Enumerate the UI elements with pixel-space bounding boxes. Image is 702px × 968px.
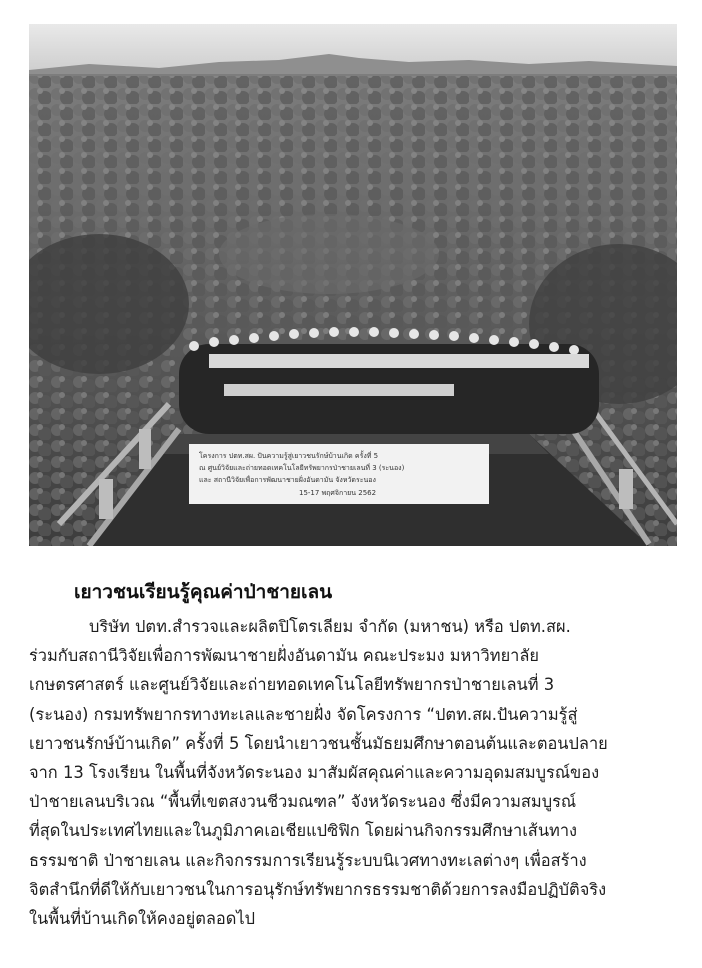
mangrove-forest-photo (29, 24, 677, 546)
article-body (29, 612, 677, 933)
body-line: เยาวชนรักษ์บ้านเกิด” ครั้งที่ 5 โดยนำเยาวชนชั้นมัธยมศึกษาตอนต้นและตอนปลาย (29, 733, 608, 753)
body-line: บริษัท ปตท.สำรวจและผลิตปิโตรเลียม จำกัด (มหาชน) หรือ ปตท.สผ. (89, 617, 571, 636)
banner-line-3: และ สถานีวิจัยเพื่อการพัฒนาชายฝั่งอันดามัน จังหวัดระนอง (199, 476, 376, 484)
banner-line-1: โครงการ ปตท.สผ. ปันความรู้สู่เยาวชนรักษ์บ้านเกิด ครั้งที่ 5 (199, 452, 379, 460)
banner-line-2: ณ ศูนย์วิจัยและถ่ายทอดเทคโนโลยีทรัพยากรป่าชายเลนที่ 3 (ระนอง) (199, 464, 405, 472)
body-line: เกษตรศาสตร์ และศูนย์วิจัยและถ่ายทอดเทคโนโลยีทรัพยากรป่าชายเลนที่ 3 (29, 675, 555, 695)
body-line: ธรรมชาติ ป่าชายเลน และกิจกรรมการเรียนรู้ระบบนิเวศทางทะเลต่างๆ เพื่อสร้าง (29, 850, 587, 870)
body-line: (ระนอง) กรมทรัพยากรทางทะเลและชายฝั่ง จัดโครงการ “ปตท.สผ.ปันความรู้สู่ (29, 704, 578, 724)
body-line: จาก 13 โรงเรียน ในพื้นที่จังหวัดระนอง มาสัมผัสคุณค่าและความอุดมสมบูรณ์ของ (29, 762, 600, 782)
article-headline: เยาวชนเรียนรู้คุณค่าป่าชายเลน (74, 581, 333, 603)
body-line: ป่าชายเลนบริเวณ “พื้นที่เขตสงวนชีวมณฑล” จังหวัดระนอง ซึ่งมีความสมบูรณ์ (29, 792, 577, 812)
body-line: จิตสำนึกที่ดีให้กับเยาวชนในการอนุรักษ์ทรัพยากรธรรมชาติด้วยการลงมือปฏิบัติจริง (29, 879, 607, 899)
group-photo (29, 24, 677, 546)
body-line: ในพื้นที่บ้านเกิดให้คงอยู่ตลอดไป (29, 908, 256, 928)
banner-date: 15-17 พฤศจิกายน 2562 (299, 489, 377, 497)
body-line: ที่สุดในประเทศไทยและในภูมิภาคเอเชียแปซิฟิก โดยผ่านกิจกรรมศึกษาเส้นทาง (29, 821, 578, 841)
body-line: ร่วมกับสถานีวิจัยเพื่อการพัฒนาชายฝั่งอันดามัน คณะประมง มหาวิทยาลัย (29, 646, 540, 666)
